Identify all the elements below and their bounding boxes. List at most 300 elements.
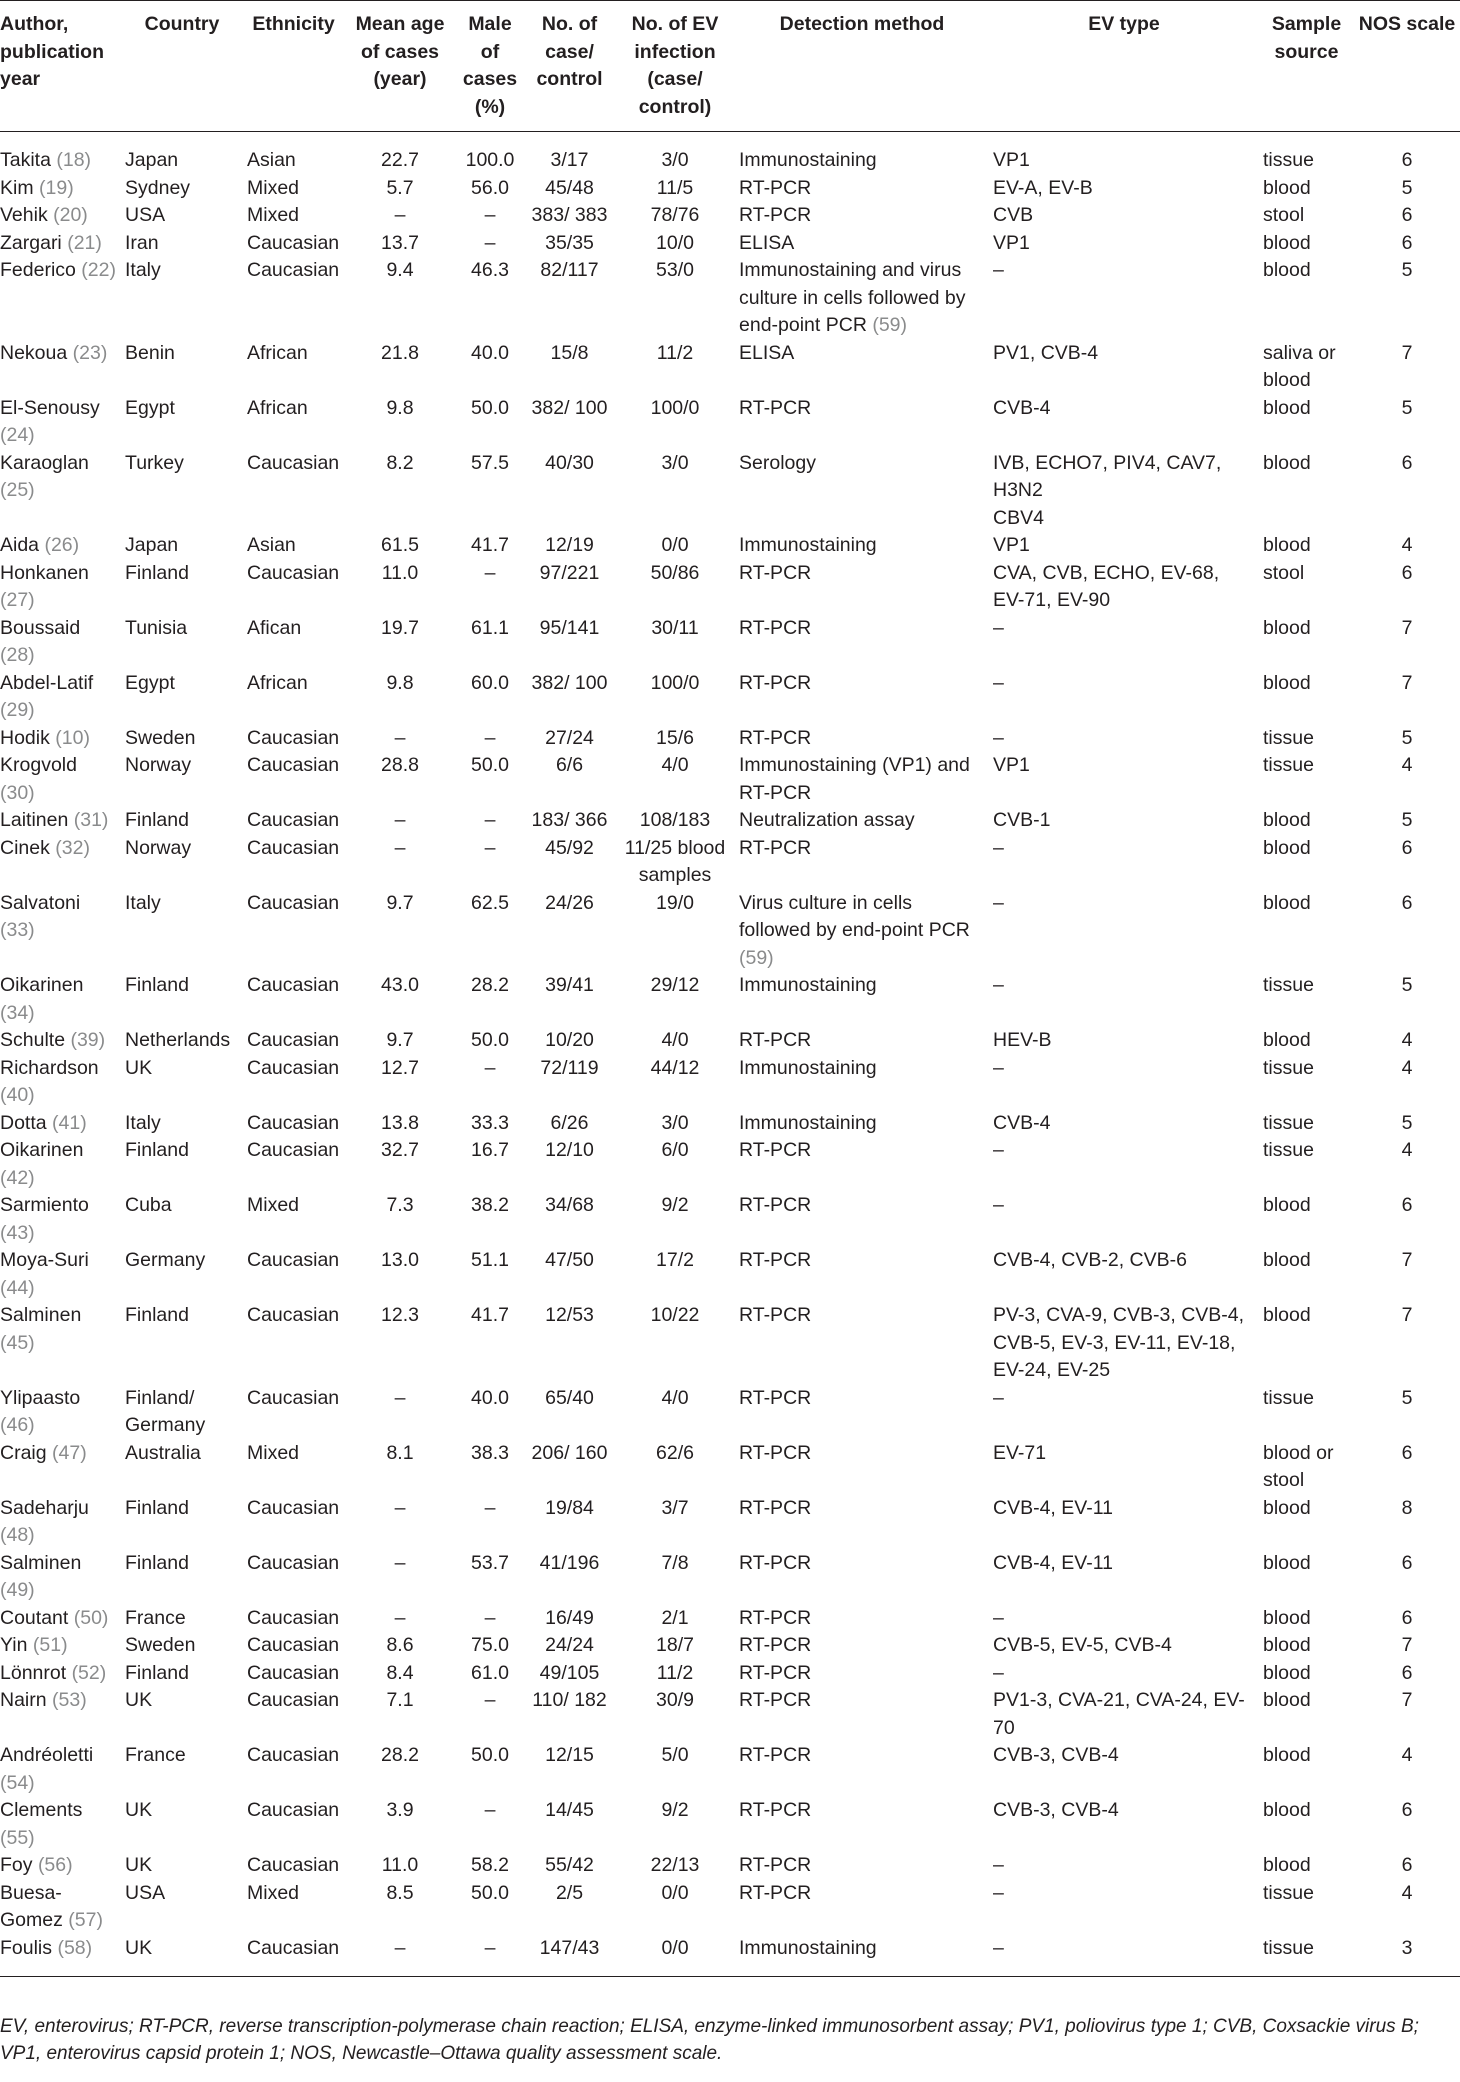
table-row [0, 1110, 1460, 1138]
cell-author [0, 175, 121, 203]
cell-sample-source-text: tissue [1263, 974, 1314, 996]
reference-link[interactable]: (27) [0, 589, 35, 611]
cell-detection-method [735, 1495, 989, 1550]
cell-ethnicity-text: Caucasian [247, 561, 340, 584]
reference-link[interactable]: (47) [52, 1441, 87, 1464]
cell-mean-age [344, 835, 456, 890]
reference-link[interactable]: (39) [70, 1029, 106, 1051]
cell-cases [524, 1440, 615, 1495]
reference-link[interactable]: (24) [0, 424, 35, 446]
cell-cases-text: 35/35 [545, 231, 594, 254]
cell-ev-infection [615, 395, 735, 450]
cell-ev-type [989, 972, 1259, 1027]
cell-ev-infection-text: 11/2 [656, 1661, 694, 1684]
cell-ethnicity-text: Caucasian [247, 1496, 340, 1519]
cell-nos-text: 5 [1401, 396, 1413, 419]
cell-cases [524, 450, 615, 533]
reference-link[interactable]: (58) [57, 1936, 93, 1959]
cell-nos-text: 4 [1401, 1744, 1413, 1766]
cell-country-text: Japan [125, 149, 179, 171]
cell-ev-type-text: EV-A, EV-B [993, 176, 1093, 199]
cell-nos [1354, 1880, 1460, 1935]
cell-nos [1354, 1632, 1460, 1660]
cell-sample-source-text: blood [1263, 1689, 1311, 1711]
cell-nos-text: 5 [1401, 1111, 1413, 1134]
cell-detection-method-text: Virus culture in cells followed by end-point PCR [739, 891, 970, 941]
cell-country-text: Italy [125, 891, 161, 914]
cell-sample-source-text: blood [1263, 1496, 1311, 1519]
reference-link[interactable]: (34) [0, 1001, 35, 1024]
cell-ev-infection-text: 78/76 [650, 204, 700, 226]
cell-author-text: Ylipaasto [0, 1386, 81, 1409]
cell-cases-text: 147/43 [539, 1936, 600, 1959]
cell-ev-infection-text: 4/0 [661, 1029, 689, 1051]
cell-nos [1354, 1852, 1460, 1880]
cell-ev-type-text: PV1, CVB-4 [993, 341, 1099, 364]
cell-ethnicity [243, 752, 344, 807]
cell-author [0, 202, 121, 230]
cell-ethnicity-text: Caucasian [247, 1386, 340, 1409]
reference-link[interactable]: (46) [0, 1414, 35, 1436]
cell-sample-source-text: tissue [1263, 1056, 1314, 1079]
reference-link[interactable]: (31) [73, 809, 109, 831]
cell-country-text: Sweden [125, 726, 196, 749]
reference-link[interactable]: (55) [0, 1826, 35, 1849]
cell-detection-method [735, 1027, 989, 1055]
reference-link[interactable]: (23) [72, 341, 108, 364]
cell-male-text: 50.0 [471, 754, 509, 776]
cell-detection-method [735, 615, 989, 670]
cell-mean-age [344, 1137, 456, 1192]
cell-ethnicity-text: Mixed [247, 1194, 300, 1216]
cell-author-text: Buesa-Gomez [0, 1881, 63, 1931]
cell-nos [1354, 202, 1460, 230]
cell-male [456, 1247, 524, 1302]
cell-country [121, 1550, 243, 1605]
table-row [0, 1247, 1460, 1302]
cell-country [121, 1192, 243, 1247]
cell-ethnicity [243, 1742, 344, 1797]
cell-author [0, 890, 121, 973]
cell-sample-source-text: blood [1263, 836, 1311, 859]
cell-author [0, 1495, 121, 1550]
reference-link[interactable]: (51) [32, 1634, 68, 1656]
cell-ev-infection [615, 175, 735, 203]
cell-ev-type [989, 725, 1259, 753]
cell-male-text: 53.7 [471, 1551, 509, 1574]
cell-detection-method-text: RT-PCR [739, 1029, 812, 1051]
reference-link[interactable]: (59) [739, 946, 774, 969]
cell-country [121, 532, 243, 560]
cell-ev-type-text: CVB-4 [993, 1111, 1051, 1134]
cell-ethnicity [243, 725, 344, 753]
cell-cases-text: 40/30 [545, 451, 594, 474]
table-row [0, 175, 1460, 203]
cell-cases [524, 132, 615, 175]
cell-male-text: – [484, 1799, 496, 1821]
reference-link[interactable]: (18) [56, 149, 92, 171]
cell-author [0, 560, 121, 615]
cell-male [456, 1027, 524, 1055]
cell-ethnicity [243, 450, 344, 533]
cell-author [0, 257, 121, 340]
cell-ev-type [989, 1935, 1259, 1977]
cell-author-text: Cinek [0, 836, 50, 859]
cell-ev-type-text: – [993, 726, 1004, 749]
cell-ethnicity [243, 1027, 344, 1055]
cell-author-text: Oikarinen [0, 974, 84, 996]
reference-link[interactable]: (59) [872, 314, 908, 336]
cell-male [456, 1687, 524, 1742]
cell-ev-type [989, 1495, 1259, 1550]
cell-ethnicity-text: Caucasian [247, 1854, 340, 1876]
reference-link[interactable]: (10) [55, 726, 90, 749]
cell-country [121, 1935, 243, 1977]
cell-cases-text: 45/92 [545, 836, 594, 859]
cell-ev-infection-text: 9/2 [661, 1799, 689, 1821]
cell-ev-type-text: – [993, 1386, 1004, 1409]
cell-ev-type [989, 175, 1259, 203]
cell-detection-method-text: RT-PCR [739, 1661, 812, 1684]
cell-detection-method-text: RT-PCR [739, 1606, 812, 1629]
cell-detection-method [735, 890, 989, 973]
cell-cases [524, 1550, 615, 1605]
cell-nos-text: 6 [1401, 1606, 1413, 1629]
cell-detection-method [735, 1055, 989, 1110]
cell-ev-infection [615, 1440, 735, 1495]
cell-ethnicity-text: Caucasian [247, 1139, 340, 1161]
cell-author-text: Boussaid [0, 616, 81, 639]
cell-ev-type [989, 615, 1259, 670]
cell-mean-age [344, 1687, 456, 1742]
cell-nos-text: 4 [1401, 754, 1413, 776]
reference-link[interactable]: (28) [0, 644, 35, 666]
cell-mean-age [344, 175, 456, 203]
cell-country-text: Italy [125, 259, 161, 281]
cell-cases-text: 14/45 [545, 1799, 594, 1821]
cell-detection-method-text: RT-PCR [739, 1799, 812, 1821]
cell-ev-type-text: – [993, 259, 1004, 281]
cell-ethnicity-text: Caucasian [247, 1606, 340, 1629]
cell-sample-source-text: blood [1263, 231, 1311, 254]
cell-male [456, 202, 524, 230]
reference-link[interactable]: (30) [0, 781, 35, 804]
reference-link[interactable]: (19) [39, 176, 74, 199]
cell-male [456, 807, 524, 835]
cell-detection-method-text: RT-PCR [739, 1744, 812, 1766]
cell-nos-text: 6 [1401, 451, 1413, 474]
cell-ev-type [989, 1055, 1259, 1110]
cell-detection-method-text: ELISA [739, 231, 795, 254]
cell-nos-text: 5 [1401, 726, 1413, 749]
cell-ev-infection-text: 44/12 [650, 1056, 700, 1079]
cell-sample-source-text: tissue [1263, 1881, 1314, 1904]
cell-ethnicity [243, 890, 344, 973]
table-row [0, 752, 1460, 807]
reference-link[interactable]: (50) [73, 1606, 109, 1629]
cell-cases [524, 1880, 615, 1935]
cell-sample-source [1259, 1192, 1354, 1247]
cell-male [456, 1742, 524, 1797]
cell-cases [524, 1302, 615, 1385]
cell-male-text: – [484, 1606, 496, 1629]
cell-author-text: Salminen [0, 1551, 82, 1574]
cell-author-text: Kim [0, 176, 34, 199]
cell-mean-age [344, 132, 456, 175]
reference-link[interactable]: (26) [44, 534, 80, 556]
cell-author [0, 1192, 121, 1247]
cell-ev-type [989, 807, 1259, 835]
cell-mean-age-text: 13.0 [381, 1249, 419, 1271]
table-row [0, 1632, 1460, 1660]
cell-ethnicity [243, 807, 344, 835]
cell-mean-age [344, 1110, 456, 1138]
cell-nos [1354, 1055, 1460, 1110]
cell-author-text: Salminen [0, 1304, 82, 1326]
reference-link[interactable]: (41) [52, 1111, 87, 1134]
cell-male [456, 230, 524, 258]
cell-country-text: Finland [125, 1304, 189, 1326]
cell-nos-text: 4 [1401, 1881, 1413, 1904]
reference-link[interactable]: (32) [55, 836, 90, 859]
reference-link[interactable]: (33) [0, 919, 35, 941]
cell-nos [1354, 1742, 1460, 1797]
header-ethnicity: Ethnicity [252, 13, 335, 35]
reference-link[interactable]: (56) [37, 1854, 73, 1876]
cell-author [0, 835, 121, 890]
cell-sample-source-text: tissue [1263, 726, 1314, 749]
cell-ev-infection [615, 1495, 735, 1550]
cell-ethnicity [243, 972, 344, 1027]
reference-link[interactable]: (20) [53, 204, 88, 226]
cell-country [121, 670, 243, 725]
cell-mean-age-text: 9.8 [386, 671, 414, 694]
cell-author-text: Aida [0, 534, 40, 556]
cell-mean-age [344, 890, 456, 973]
cell-country [121, 257, 243, 340]
cell-ev-infection [615, 560, 735, 615]
cell-mean-age [344, 1027, 456, 1055]
cell-ethnicity-text: Caucasian [247, 1799, 340, 1821]
header-nos-scale: NOS scale [1358, 13, 1456, 35]
cell-male [456, 132, 524, 175]
cell-detection-method-text: Immunostaining [739, 974, 877, 996]
cell-ev-type-text: – [993, 1194, 1004, 1216]
cell-country [121, 1385, 243, 1440]
cell-ev-infection-text: 100/0 [650, 396, 700, 419]
table-row [0, 395, 1460, 450]
cell-detection-method [735, 752, 989, 807]
cell-sample-source [1259, 450, 1354, 533]
cell-ev-type-text: – [993, 1936, 1004, 1959]
cell-ev-type-text: – [993, 836, 1004, 859]
cell-nos-text: 6 [1401, 149, 1413, 171]
cell-ev-type-text: CVA, CVB, ECHO, EV-68, EV-71, EV-90 [993, 561, 1220, 611]
cell-mean-age-text: – [394, 1606, 406, 1629]
cell-mean-age [344, 1632, 456, 1660]
cell-ethnicity [243, 1385, 344, 1440]
cell-mean-age [344, 1742, 456, 1797]
cell-country-text: Egypt [125, 396, 175, 419]
cell-ev-infection [615, 1632, 735, 1660]
cell-ev-type-text: VP1 [993, 534, 1030, 556]
cell-country-text: USA [125, 1881, 166, 1904]
cell-country-text: Cuba [125, 1194, 172, 1216]
cell-male-text: 50.0 [471, 1881, 509, 1904]
reference-link[interactable]: (21) [67, 231, 102, 254]
cell-ev-infection-text: 3/0 [661, 149, 689, 171]
cell-cases-text: 206/ 160 [531, 1441, 608, 1464]
cell-detection-method [735, 1880, 989, 1935]
reference-link[interactable]: (49) [0, 1579, 35, 1601]
reference-link[interactable]: (40) [0, 1084, 35, 1106]
cell-cases [524, 1027, 615, 1055]
reference-link[interactable]: (48) [0, 1524, 35, 1546]
cell-author-text: Dotta [0, 1111, 47, 1134]
cell-ev-type [989, 1742, 1259, 1797]
cell-detection-method [735, 725, 989, 753]
cell-male-text: 61.0 [471, 1661, 509, 1684]
cell-country-text: UK [125, 1799, 153, 1821]
cell-country [121, 1302, 243, 1385]
cell-detection-method-text: RT-PCR [739, 561, 812, 584]
cell-ev-infection [615, 202, 735, 230]
cell-ev-infection [615, 1137, 735, 1192]
reference-link[interactable]: (54) [0, 1771, 35, 1794]
table-header-row [0, 1, 1460, 132]
cell-nos-text: 6 [1401, 231, 1413, 254]
cell-ethnicity [243, 1192, 344, 1247]
cell-ev-infection [615, 972, 735, 1027]
cell-country [121, 1110, 243, 1138]
cell-male-text: – [484, 809, 496, 831]
cell-sample-source-text: tissue [1263, 1386, 1314, 1409]
cell-author [0, 1137, 121, 1192]
cell-sample-source-text: tissue [1263, 149, 1314, 171]
cell-ethnicity-text: Caucasian [247, 259, 340, 281]
cell-ethnicity-text: African [247, 671, 308, 694]
cell-ev-type [989, 1880, 1259, 1935]
cell-ev-infection [615, 1027, 735, 1055]
cell-cases [524, 1742, 615, 1797]
cell-detection-method [735, 395, 989, 450]
cell-ethnicity [243, 1632, 344, 1660]
reference-link[interactable]: (42) [0, 1166, 35, 1189]
table-row [0, 1302, 1460, 1385]
reference-link[interactable]: (44) [0, 1276, 35, 1299]
header-mean-age: Mean age of cases (year) [355, 13, 445, 90]
reference-link[interactable]: (25) [0, 479, 35, 501]
cell-ethnicity-text: Mixed [247, 1881, 300, 1904]
cell-mean-age [344, 532, 456, 560]
cell-ev-type [989, 132, 1259, 175]
cell-male [456, 972, 524, 1027]
cell-ev-type [989, 670, 1259, 725]
cell-sample-source [1259, 132, 1354, 175]
cell-detection-method-text: Immunostaining [739, 1111, 877, 1134]
cell-cases [524, 972, 615, 1027]
cell-ev-infection-text: 10/0 [656, 231, 694, 254]
cell-nos-text: 4 [1401, 1056, 1413, 1079]
cell-cases-text: 45/48 [545, 176, 594, 199]
cell-male [456, 395, 524, 450]
cell-nos [1354, 1027, 1460, 1055]
cell-nos [1354, 1687, 1460, 1742]
cell-ethnicity-text: African [247, 396, 308, 419]
table-row [0, 1550, 1460, 1605]
cell-male-text: 50.0 [471, 1029, 509, 1051]
cell-country-text: Benin [125, 341, 175, 364]
cell-detection-method-text: RT-PCR [739, 1496, 812, 1519]
cell-cases [524, 340, 615, 395]
cell-male-text: 16.7 [471, 1139, 509, 1161]
reference-link[interactable]: (22) [81, 259, 116, 281]
cell-ev-type [989, 1027, 1259, 1055]
cell-mean-age-text: – [394, 726, 406, 749]
cell-detection-method [735, 450, 989, 533]
cell-mean-age [344, 1660, 456, 1688]
cell-ethnicity-text: Mixed [247, 204, 300, 226]
cell-ethnicity [243, 1880, 344, 1935]
cell-detection-method [735, 1797, 989, 1852]
cell-sample-source [1259, 1137, 1354, 1192]
cell-author-text: Nekoua [0, 341, 68, 364]
cell-ethnicity [243, 395, 344, 450]
cell-ethnicity [243, 1935, 344, 1977]
reference-link[interactable]: (29) [0, 699, 35, 721]
table-row [0, 835, 1460, 890]
cell-mean-age [344, 615, 456, 670]
reference-link[interactable]: (53) [52, 1689, 87, 1711]
reference-link[interactable]: (45) [0, 1331, 35, 1354]
cell-ethnicity-text: Caucasian [247, 754, 340, 776]
reference-link[interactable]: (43) [0, 1221, 35, 1244]
cell-mean-age-text: – [394, 1551, 406, 1574]
table-row [0, 1742, 1460, 1797]
cell-detection-method [735, 1247, 989, 1302]
cell-author-text: Federico [0, 259, 76, 281]
cell-cases-text: 27/24 [545, 726, 594, 749]
cell-cases [524, 230, 615, 258]
cell-sample-source [1259, 340, 1354, 395]
cell-mean-age [344, 1192, 456, 1247]
cell-mean-age-text: 21.8 [381, 341, 419, 364]
cell-ethnicity-text: Caucasian [247, 1029, 340, 1051]
cell-sample-source-text: blood [1263, 1194, 1311, 1216]
cell-male-text: 38.2 [471, 1194, 509, 1216]
reference-link[interactable]: (57) [68, 1909, 103, 1931]
cell-nos-text: 4 [1401, 534, 1413, 556]
cell-mean-age [344, 1935, 456, 1977]
cell-sample-source [1259, 1385, 1354, 1440]
cell-mean-age [344, 1247, 456, 1302]
cell-nos-text: 7 [1401, 1634, 1413, 1656]
cell-sample-source-text: tissue [1263, 1139, 1314, 1161]
cell-nos [1354, 972, 1460, 1027]
cell-detection-method-text: RT-PCR [739, 1881, 812, 1904]
cell-ev-type-text: VP1 [993, 231, 1030, 254]
reference-link[interactable]: (52) [71, 1661, 107, 1684]
cell-sample-source [1259, 1880, 1354, 1935]
cell-sample-source-text: blood [1263, 1029, 1311, 1051]
cell-ev-type [989, 1852, 1259, 1880]
cell-country-text: Australia [125, 1441, 201, 1464]
cell-country-text: France [125, 1744, 186, 1766]
cell-cases-text: 6/26 [550, 1111, 589, 1134]
cell-male [456, 1550, 524, 1605]
cell-ev-type [989, 202, 1259, 230]
cell-male-text: – [484, 204, 496, 226]
